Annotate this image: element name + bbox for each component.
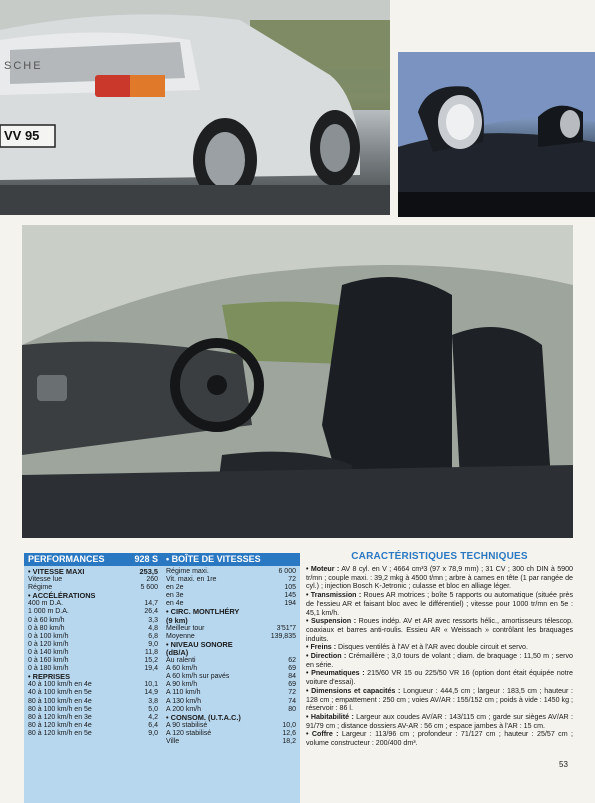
gearbox-row-label: A 60 km/h sur pavés [166, 673, 230, 681]
performances-row-label: • VITESSE MAXI [28, 567, 85, 576]
gearbox-row-value: 145 [284, 592, 296, 600]
performances-row-value: 4,2 [148, 713, 158, 721]
gearbox-row-label: • CIRC. MONTLHÉRY [166, 607, 240, 617]
gearbox-row-label: A 90 km/h [166, 681, 198, 689]
performances-model: 928 S [134, 554, 158, 564]
performances-header [24, 553, 162, 566]
technical-specs [306, 551, 573, 748]
performances-row-value: 19,4 [144, 665, 158, 673]
spec-item-text: Roues indép. AV et AR avec ressorts hélic., amortisseurs télescop. coaxiaux et barres anti-roulis. Essieu AR « Weissach » contrôlant les braquages induits. [306, 617, 573, 643]
spec-item [306, 617, 573, 643]
performances-title: PERFORMANCES [28, 554, 105, 564]
gearbox-row-label: Régime maxi. [166, 568, 209, 575]
gearbox-row-value: 74 [288, 697, 296, 705]
gearbox-row-value: 139,835 [270, 632, 296, 640]
gearbox-row [166, 673, 296, 681]
performances-row [28, 617, 158, 625]
performances-row [28, 649, 158, 657]
performances-row [28, 641, 158, 649]
performances-row [28, 698, 158, 706]
performances-row [28, 730, 158, 738]
performances-row-label: 0 à 160 km/h [28, 657, 69, 665]
performances-row-value: 9,0 [148, 640, 158, 648]
gearbox-row-value: 6 000 [278, 568, 296, 575]
performances-row [28, 689, 158, 697]
spec-item-text: 215/60 VR 15 ou 225/50 VR 16 (option dont était équipée notre voiture d'essai). [306, 669, 573, 687]
spec-item-label: • Direction : [306, 652, 347, 661]
performances-row-label: • ACCÉLÉRATIONS [28, 591, 96, 601]
gearbox-body [162, 566, 300, 803]
gearbox-row [166, 681, 296, 689]
gearbox-row-label: en 3e [166, 592, 184, 600]
performances-row-value: 10,1 [144, 681, 158, 689]
page-number: 53 [559, 760, 568, 769]
spec-item-label: • Habitabilité : [306, 712, 354, 721]
spec-item-label: • Transmission : [306, 591, 362, 600]
gearbox-row-value: 194 [284, 600, 296, 608]
performances-row [28, 657, 158, 665]
spec-item-label: • Pneumatiques : [306, 669, 365, 678]
performances-row-label: 40 à 100 km/h en 5e [28, 689, 92, 697]
gearbox-row [166, 617, 296, 625]
performances-row-label: 0 à 100 km/h [28, 632, 69, 640]
photo-car-rear [0, 0, 390, 215]
spec-item [306, 652, 573, 669]
performances-row-label: Vitesse lue [28, 576, 63, 584]
gearbox-row-value: 80 [288, 705, 296, 713]
gearbox-row-value: 62 [288, 657, 296, 665]
gearbox-header [162, 553, 300, 566]
gearbox-row-value: 72 [288, 576, 296, 584]
performances-row-value: 26,4 [144, 608, 158, 616]
gearbox-row [166, 665, 296, 673]
gearbox-row [166, 689, 296, 697]
performances-row-label: 80 à 100 km/h en 5e [28, 705, 92, 713]
performances-row-label: 80 à 100 km/h en 4e [28, 697, 92, 705]
gearbox-row [166, 657, 296, 665]
performances-row-value: 11,8 [144, 648, 158, 656]
performances-row-value: 4,8 [148, 624, 158, 632]
spec-item-text: Largeur : 113/96 cm ; profondeur : 71/127 cm ; hauteur : 25/57 cm ; volume constructeur : 200/400 dm³. [306, 730, 573, 748]
performances-row-value: 5,0 [148, 705, 158, 713]
spec-item-text: Disques ventilés à l'AV et à l'AR avec double circuit et servo. [336, 643, 528, 652]
gearbox-row-value: 12,6 [282, 729, 296, 737]
gearbox-row-value: 10,0 [282, 721, 296, 729]
gearbox-row [166, 722, 296, 730]
performances-row-value: 5 600 [140, 584, 158, 592]
spec-item [306, 591, 573, 617]
gearbox-row-label: Ville [166, 737, 180, 745]
performances-row-value: 9,0 [148, 729, 158, 737]
performances-row [28, 625, 158, 633]
gearbox-row-value: 18,2 [282, 737, 296, 745]
performances-row-label: 1 000 m D.A. [28, 608, 69, 616]
gearbox-row-label: (dB/A) [166, 647, 189, 657]
spec-item [306, 669, 573, 686]
gearbox-row-label: A 200 km/h [166, 705, 202, 713]
gearbox-row-label: en 4e [166, 600, 184, 608]
gearbox-row-value: 3'51"7 [276, 624, 296, 632]
photo-interior [22, 225, 573, 538]
performances-row [28, 714, 158, 722]
performances-row [28, 681, 158, 689]
spec-item-label: • Dimensions et capacités : [306, 686, 401, 695]
gearbox-row-label: Meilleur tour [166, 624, 205, 632]
specs-title: CARACTÉRISTIQUES TECHNIQUES [351, 551, 528, 562]
gearbox-row-value: 72 [288, 689, 296, 697]
spec-item-text: AV 8 cyl. en V ; 4664 cm³3 (97 x 78,9 mm) ; 31 CV ; 300 ch DIN à 5900 tr/mn ; couple maxi. : 39,2 mkg à 4500 t/mn ; arbre à cames en tête (1 par rangée de cyl.) ; injection Bosch K-Jetronic ; culasse et bloc en alliage léger. [306, 565, 573, 591]
spec-item [306, 713, 573, 730]
gearbox-row-label: Au ralenti [166, 657, 196, 665]
gearbox-row [166, 584, 296, 592]
gearbox-row-label: en 2e [166, 584, 184, 592]
performances-row [28, 576, 158, 584]
performances-row [28, 673, 158, 681]
performances-row-label: 0 à 80 km/h [28, 624, 65, 632]
specs-list [306, 565, 573, 748]
gearbox-row [166, 649, 296, 657]
performances-row-label: Régime [28, 584, 53, 592]
gearbox-row [166, 568, 296, 576]
spec-item-text: Roues AR motrices ; boîte 5 rapports ou automatique (située près de l'essieu AR et faisant bloc avec le différentiel) ; vitesse pour 1000 tr/mn en 5e : 45,1 km/h. [306, 591, 573, 617]
performances-row-value: 14,9 [144, 689, 158, 697]
gearbox-row [166, 625, 296, 633]
performances-row-label: • REPRISES [28, 672, 71, 682]
performances-row-label: 80 à 120 km/h en 5e [28, 729, 92, 737]
performances-row-label: 0 à 140 km/h [28, 648, 69, 656]
gearbox-row-label: A 130 km/h [166, 697, 202, 705]
car-badge: SCHE [4, 60, 43, 72]
gearbox-row [166, 730, 296, 738]
gearbox-row [166, 576, 296, 584]
gearbox-row [166, 698, 296, 706]
license-plate: VV 95 [4, 128, 40, 143]
gearbox-row-label: Vit. maxi. en 1re [166, 576, 217, 584]
spec-item-label: • Coffre : [306, 730, 339, 739]
performances-row-label: 80 à 120 km/h en 3e [28, 713, 92, 721]
performances-row-label: 80 à 120 km/h en 4e [28, 721, 92, 729]
performances-row [28, 608, 158, 616]
spec-item-text: Longueur : 444,5 cm ; largeur : 183,5 cm ; hauteur : 128 cm ; empattement : 250 cm ; voies AV/AR : 155/152 cm ; poids à vide : 1450 kg ; réservoir : 86 l. [306, 686, 573, 713]
gearbox-row-label: A 60 km/h [166, 665, 198, 673]
gearbox-row [166, 592, 296, 600]
gearbox-row-label: Moyenne [166, 632, 195, 640]
performances-row-label: 0 à 60 km/h [28, 616, 65, 624]
spec-item [306, 687, 573, 713]
performances-row-label: 40 à 100 km/h en 4e [28, 681, 92, 689]
gearbox-row-label: A 110 km/h [166, 689, 201, 697]
gearbox-row-value: 105 [284, 584, 296, 592]
spec-item-label: • Moteur : [306, 565, 340, 573]
performances-row-value: 6,4 [148, 721, 158, 729]
gearbox-row [166, 714, 296, 722]
gearbox-row-label: • NIVEAU SONORE [166, 639, 233, 649]
gearbox-row-value: 84 [288, 673, 296, 681]
spec-item [306, 643, 573, 652]
performances-row-label: 0 à 120 km/h [28, 640, 69, 648]
performances-row-value: 3,3 [148, 616, 158, 624]
spec-item [306, 730, 573, 747]
performances-row-label: 0 à 180 km/h [28, 665, 69, 673]
gearbox-row-label: (9 km) [166, 615, 188, 625]
performances-row [28, 706, 158, 714]
spec-item-text: Largeur aux coudes AV/AR : 143/115 cm ; garde sur sièges AV/AR : 91/79 cm ; distance dossiers AV-AR : 56 cm ; espace jambes à l'AR : 15 cm. [306, 712, 573, 730]
gearbox-row-label: • CONSOM. (U.T.A.C.) [166, 712, 241, 722]
gearbox-row-value: 69 [288, 665, 296, 673]
performances-row [28, 600, 158, 608]
performances-body [24, 566, 162, 803]
performances-row-value: 6,8 [148, 632, 158, 640]
performances-row [28, 568, 158, 576]
spec-item [306, 565, 573, 591]
performances-row-value: 14,7 [144, 600, 158, 608]
spec-item-label: • Freins : [306, 643, 337, 652]
performances-row-value: 260 [146, 576, 158, 584]
performances-row [28, 722, 158, 730]
gearbox-row [166, 738, 296, 746]
gearbox-title: • BOÎTE DE VITESSES [166, 554, 261, 564]
performances-row-value: 253,5 [139, 567, 158, 576]
performances-row-value: 15,2 [144, 657, 158, 665]
performances-row-label: 400 m D.A. [28, 600, 64, 608]
gearbox-table [162, 553, 300, 803]
gearbox-row-label: A 120 stabilisé [166, 729, 212, 737]
performances-table [24, 553, 162, 803]
performances-row-value: 3,8 [148, 697, 158, 705]
photo-headlight [398, 52, 595, 217]
spec-item-text: Crémaillère ; 3,0 tours de volant ; diam. de braquage : 11,50 m ; servo en série. [306, 652, 573, 669]
spec-item-label: • Suspension : [306, 617, 357, 626]
performances-row [28, 633, 158, 641]
gearbox-row-value: 69 [288, 681, 296, 689]
performances-row [28, 592, 158, 600]
gearbox-row-label: A 90 stabilisé [166, 721, 208, 729]
